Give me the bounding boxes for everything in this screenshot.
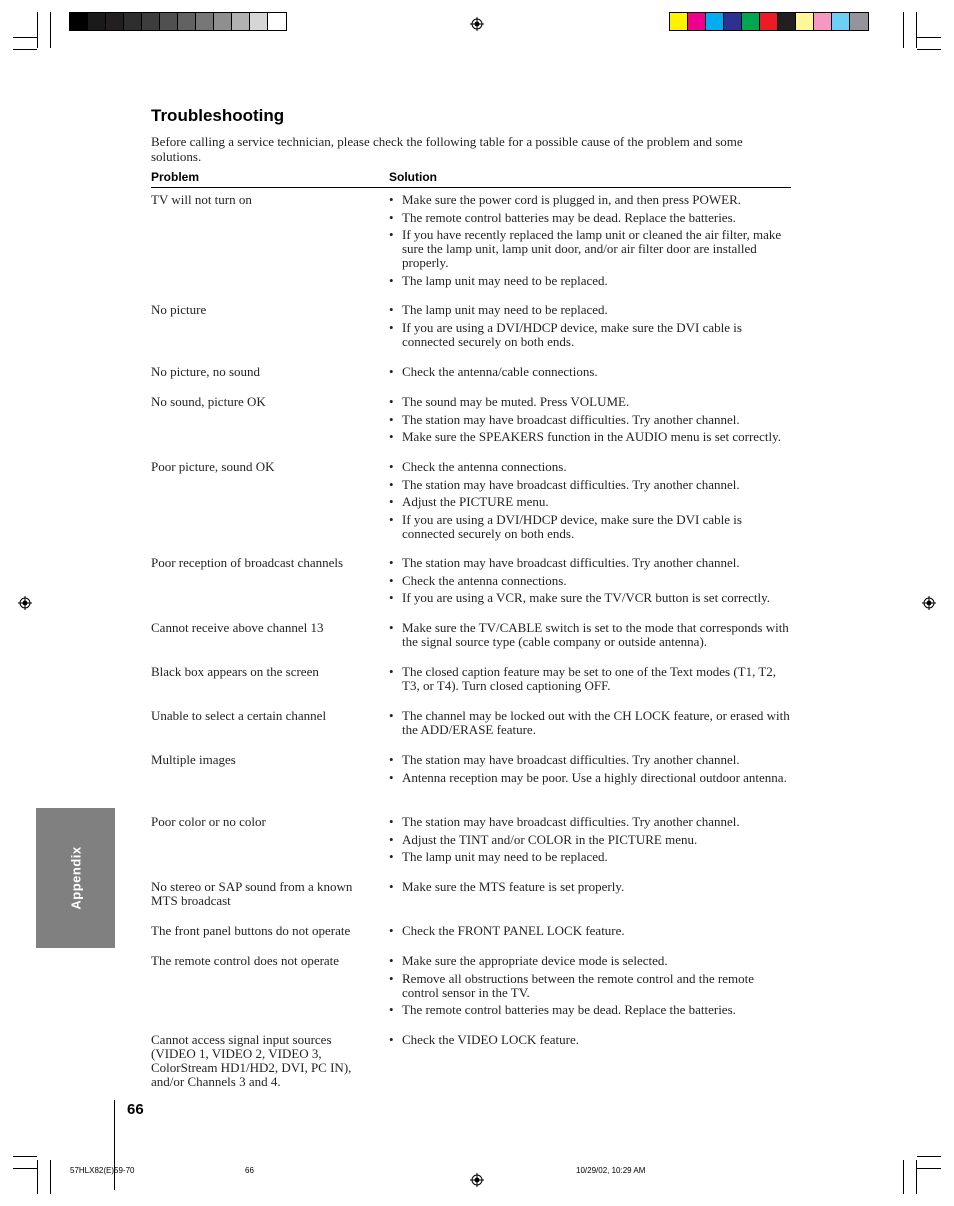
registration-mark-icon xyxy=(922,596,936,610)
solution-item: • Adjust the TINT and/or COLOR in the PICTURE menu. xyxy=(389,833,794,847)
table-row-solutions xyxy=(389,460,794,544)
solution-item: • If you are using a VCR, make sure the TV/VCR button is set correctly. xyxy=(389,591,794,605)
grayscale-color-bar xyxy=(69,12,287,31)
section-tab-label: Appendix xyxy=(68,846,84,910)
crop-mark xyxy=(917,1168,941,1169)
table-row-problem: No sound, picture OK xyxy=(151,394,266,409)
color-swatch xyxy=(742,13,760,30)
page-title: Troubleshooting xyxy=(151,106,285,125)
color-swatch xyxy=(178,13,196,30)
table-row-solutions xyxy=(389,1033,794,1051)
crop-mark xyxy=(13,1156,37,1157)
table-row-solutions xyxy=(389,924,794,942)
color-swatch xyxy=(688,13,706,30)
color-swatch xyxy=(814,13,832,30)
crop-mark xyxy=(903,12,904,48)
solution-item: • Check the VIDEO LOCK feature. xyxy=(389,1033,794,1047)
solution-item: • The lamp unit may need to be replaced. xyxy=(389,274,794,288)
color-swatch xyxy=(268,13,286,30)
crop-mark xyxy=(50,1160,51,1194)
table-row-problem: The front panel buttons do not operate xyxy=(151,923,351,938)
table-row-solutions xyxy=(389,753,794,788)
color-swatch xyxy=(250,13,268,30)
table-row-solutions xyxy=(389,621,794,653)
table-row-problem: No picture, no sound xyxy=(151,364,261,379)
footer-page: 66 xyxy=(245,1166,254,1175)
solution-item: • Antenna reception may be poor. Use a highly directional outdoor antenna. xyxy=(389,771,794,785)
color-swatch xyxy=(88,13,106,30)
registration-mark-icon xyxy=(470,1173,484,1187)
column-header-solution: Solution xyxy=(389,170,437,184)
table-row-problem: Poor reception of broadcast channels xyxy=(151,555,344,570)
solution-item: • The station may have broadcast difficulties. Try another channel. xyxy=(389,815,794,829)
solution-item: • The station may have broadcast difficulties. Try another channel. xyxy=(389,753,794,767)
registration-mark-icon xyxy=(470,17,484,31)
table-row-solutions xyxy=(389,193,794,291)
table-row-solutions xyxy=(389,954,794,1021)
footer-timestamp: 10/29/02, 10:29 AM xyxy=(576,1166,646,1175)
solution-item: • Make sure the power cord is plugged in, and then press POWER. xyxy=(389,193,794,207)
solution-item: • The remote control batteries may be dead. Replace the batteries. xyxy=(389,1003,794,1017)
crop-mark xyxy=(37,1160,38,1194)
table-row-solutions xyxy=(389,815,794,868)
table-row-problem: TV will not turn on xyxy=(151,192,252,207)
solution-item: • Check the FRONT PANEL LOCK feature. xyxy=(389,924,794,938)
color-swatch xyxy=(706,13,724,30)
solution-item: • Check the antenna connections. xyxy=(389,460,794,474)
color-swatch xyxy=(232,13,250,30)
solution-item: • The station may have broadcast difficulties. Try another channel. xyxy=(389,556,794,570)
table-row-problem: Multiple images xyxy=(151,752,236,767)
footer-file: 57HLX82(E)59-70 xyxy=(70,1166,135,1175)
table-row-solutions xyxy=(389,395,794,448)
solution-item: • If you are using a DVI/HDCP device, make sure the DVI cable is connected securely on both ends. xyxy=(389,321,794,349)
table-row-solutions xyxy=(389,365,794,383)
table-row-problem: Unable to select a certain channel xyxy=(151,708,327,723)
crop-mark xyxy=(37,12,38,48)
solution-item: • Remove all obstructions between the remote control and the remote control sensor in the TV. xyxy=(389,972,794,1000)
crop-mark xyxy=(13,37,37,38)
solution-item: • If you have recently replaced the lamp unit or cleaned the air filter, make sure the lamp unit, lamp unit door, and/or air filter door are installed properly. xyxy=(389,228,794,270)
intro-paragraph: Before calling a service technician, please check the following table for a possible cause of the problem and some solutions. xyxy=(151,134,743,164)
solution-item: • The closed caption feature may be set to one of the Text modes (T1, T2, T3, or T4). Turn closed captioning OFF. xyxy=(389,665,794,693)
color-swatch xyxy=(724,13,742,30)
solution-item: • Adjust the PICTURE menu. xyxy=(389,495,794,509)
crop-mark xyxy=(13,1168,37,1169)
color-swatch xyxy=(196,13,214,30)
column-header-problem: Problem xyxy=(151,170,200,184)
crop-mark xyxy=(916,1160,917,1194)
crop-mark xyxy=(903,1160,904,1194)
color-swatch xyxy=(124,13,142,30)
table-row-problem: No picture xyxy=(151,302,207,317)
page-number-rule xyxy=(114,1100,115,1190)
solution-item: • The remote control batteries may be dead. Replace the batteries. xyxy=(389,211,794,225)
table-row-solutions xyxy=(389,303,794,352)
color-swatch xyxy=(214,13,232,30)
table-row-problem: Black box appears on the screen xyxy=(151,664,319,679)
solution-item: • The lamp unit may need to be replaced. xyxy=(389,303,794,317)
table-row-problem: Poor color or no color xyxy=(151,814,266,829)
section-tab xyxy=(36,808,115,948)
solution-item: • Check the antenna connections. xyxy=(389,574,794,588)
crop-mark xyxy=(50,12,51,48)
solution-item: • Make sure the appropriate device mode is selected. xyxy=(389,954,794,968)
table-row-problem: No stereo or SAP sound from a known MTS broadcast xyxy=(151,879,353,908)
solution-item: • The station may have broadcast difficulties. Try another channel. xyxy=(389,478,794,492)
color-swatch xyxy=(832,13,850,30)
table-row-solutions xyxy=(389,880,794,898)
solution-item: • If you are using a DVI/HDCP device, make sure the DVI cable is connected securely on both ends. xyxy=(389,513,794,541)
crop-mark xyxy=(917,1156,941,1157)
header-divider xyxy=(151,187,791,188)
table-row-problem: Poor picture, sound OK xyxy=(151,459,275,474)
table-row-solutions xyxy=(389,665,794,697)
solution-item: • Make sure the MTS feature is set properly. xyxy=(389,880,794,894)
color-swatch xyxy=(796,13,814,30)
solution-item: • Make sure the TV/CABLE switch is set to the mode that corresponds with the signal source type (cable company or outside antenna). xyxy=(389,621,794,649)
crop-mark xyxy=(13,49,37,50)
crop-mark xyxy=(917,37,941,38)
color-swatch xyxy=(142,13,160,30)
table-row-problem: The remote control does not operate xyxy=(151,953,340,968)
table-row-problem: Cannot access signal input sources (VIDEO 1, VIDEO 2, VIDEO 3, ColorStream HD1/HD2, DVI, PC IN), and/or Channels 3 and 4. xyxy=(151,1032,352,1089)
table-row-problem: Cannot receive above channel 13 xyxy=(151,620,324,635)
solution-item: • Check the antenna/cable connections. xyxy=(389,365,794,379)
crop-mark xyxy=(916,12,917,48)
registration-mark-icon xyxy=(18,596,32,610)
color-swatch xyxy=(850,13,868,30)
table-row-solutions xyxy=(389,556,794,609)
color-swatch xyxy=(778,13,796,30)
solution-item: • The lamp unit may need to be replaced. xyxy=(389,850,794,864)
color-swatch xyxy=(670,13,688,30)
process-color-bar xyxy=(669,12,869,31)
solution-item: • The channel may be locked out with the CH LOCK feature, or erased with the ADD/ERASE feature. xyxy=(389,709,794,737)
color-swatch xyxy=(760,13,778,30)
solution-item: • The station may have broadcast difficulties. Try another channel. xyxy=(389,413,794,427)
solution-item: • Make sure the SPEAKERS function in the AUDIO menu is set correctly. xyxy=(389,430,794,444)
color-swatch xyxy=(70,13,88,30)
page-number: 66 xyxy=(127,1101,144,1118)
solution-item: • The sound may be muted. Press VOLUME. xyxy=(389,395,794,409)
crop-mark xyxy=(917,49,941,50)
color-swatch xyxy=(160,13,178,30)
table-row-solutions xyxy=(389,709,794,741)
color-swatch xyxy=(106,13,124,30)
